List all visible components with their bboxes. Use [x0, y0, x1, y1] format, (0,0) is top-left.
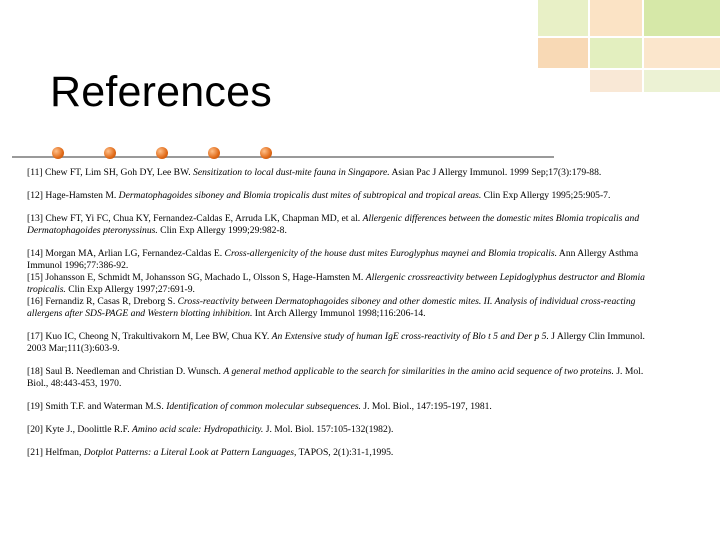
bead-icon: [208, 147, 220, 159]
ref-authors: Saul B. Needleman and Christian D. Wunsch.: [45, 366, 221, 377]
ref-source: J. Mol. Biol. 157:105-132(1982).: [265, 424, 394, 435]
ref-title: Cross-allergenicity of the house dust mites Euroglyphus maynei and Blomia tropicalis.: [224, 248, 558, 259]
ref-source: Clin Exp Allergy 1997;27:691-9.: [68, 284, 195, 295]
ref-title: Dermatophagoides siboney and Blomia tropicalis dust mites of subtropical and tropical areas.: [118, 190, 482, 201]
ref-source: TAPOS, 2(1):31-1,1995.: [298, 447, 394, 458]
reference-item: [27, 213, 652, 237]
decorative-square: [590, 70, 642, 92]
ref-authors: Helfman,: [45, 447, 82, 458]
ref-title: Allergenic differences between the domestic mites Blomia tropicalis and Dermatophagoides pteronyssinus.: [27, 213, 640, 236]
reference-item: [27, 447, 652, 459]
ref-number: [13]: [27, 213, 43, 224]
reference-item: [27, 167, 652, 179]
ref-authors: Chew FT, Yi FC, Chua KY, Fernandez-Caldas E, Arruda LK, Chapman MD, et al.: [45, 213, 361, 224]
decorative-square: [590, 0, 642, 36]
ref-title: Amino acid scale: Hydropathicity.: [132, 424, 264, 435]
ref-authors: Johansson E, Schmidt M, Johansson SG, Machado L, Olsson S, Hage-Hamsten M.: [45, 272, 364, 283]
ref-authors: Smith T.F. and Waterman M.S.: [45, 401, 164, 412]
bead-icon: [260, 147, 272, 159]
ref-source: Clin Exp Allergy 1999;29:982-8.: [160, 225, 287, 236]
decorative-square: [590, 38, 642, 68]
reference-item: [27, 248, 652, 272]
ref-number: [21]: [27, 447, 43, 458]
bead-icon: [52, 147, 64, 159]
ref-title: Cross-reactivity between Dermatophagoides siboney and other domestic mites. II. Analysis of individual cross-reacting allergens after SDS-PAGE and Western blotting inhibition.: [27, 296, 636, 319]
ref-authors: Fernandiz R, Casas R, Dreborg S.: [45, 296, 176, 307]
ref-authors: Chew FT, Lim SH, Goh DY, Lee BW.: [45, 167, 191, 178]
ref-source: J. Mol. Biol., 48:443-453, 1970.: [27, 366, 644, 389]
ref-number: [20]: [27, 424, 43, 435]
ref-source: J Allergy Clin Immunol. 2003 Mar;111(3):603-9.: [27, 331, 645, 354]
ref-source: Int Arch Allergy Immunol 1998;116:206-14.: [254, 308, 426, 319]
ref-number: [16]: [27, 296, 43, 307]
reference-item: [27, 331, 652, 355]
decorative-square: [644, 70, 720, 92]
reference-item: [27, 424, 652, 436]
decorative-square: [644, 38, 720, 68]
divider-line: [12, 156, 554, 158]
reference-list: [27, 167, 652, 470]
ref-source: Clin Exp Allergy 1995;25:905-7.: [483, 190, 611, 201]
reference-item: [27, 272, 652, 296]
ref-number: [19]: [27, 401, 43, 412]
ref-source: J. Mol. Biol., 147:195-197, 1981.: [363, 401, 492, 412]
reference-item: [27, 190, 652, 202]
title-divider: [12, 146, 554, 162]
reference-item: [27, 296, 652, 320]
ref-number: [11]: [27, 167, 43, 178]
slide-title: References: [50, 68, 272, 116]
ref-number: [18]: [27, 366, 43, 377]
ref-title: An Extensive study of human IgE cross-reactivity of Blo t 5 and Der p 5.: [271, 331, 549, 342]
ref-authors: Kuo IC, Cheong N, Trakultivakorn M, Lee BW, Chua KY.: [45, 331, 270, 342]
decorative-square: [644, 0, 720, 36]
decorative-square: [538, 0, 588, 36]
bead-icon: [104, 147, 116, 159]
ref-title: Identification of common molecular subsequences.: [166, 401, 361, 412]
ref-source: Ann Allergy Asthma Immunol 1996;77:386-92.: [27, 248, 639, 271]
ref-source: Asian Pac J Allergy Immunol. 1999 Sep;17(3):179-88.: [391, 167, 602, 178]
ref-number: [14]: [27, 248, 43, 259]
ref-authors: Kyte J., Doolittle R.F.: [45, 424, 130, 435]
ref-title: Allergenic crossreactivity between Lepidoglyphus destructor and Blomia tropicalis.: [27, 272, 645, 295]
ref-authors: Morgan MA, Arlian LG, Fernandez-Caldas E.: [45, 248, 223, 259]
bead-icon: [156, 147, 168, 159]
ref-title: A general method applicable to the search for similarities in the amino acid sequence of two proteins.: [223, 366, 614, 377]
ref-authors: Hage-Hamsten M.: [45, 190, 117, 201]
ref-number: [15]: [27, 272, 43, 283]
ref-number: [12]: [27, 190, 43, 201]
ref-number: [17]: [27, 331, 43, 342]
ref-title: Sensitization to local dust-mite fauna in Singapore.: [193, 167, 390, 178]
reference-item: [27, 401, 652, 413]
ref-title: Dotplot Patterns: a Literal Look at Pattern Languages,: [83, 447, 297, 458]
decorative-square: [538, 38, 588, 68]
reference-item: [27, 366, 652, 390]
